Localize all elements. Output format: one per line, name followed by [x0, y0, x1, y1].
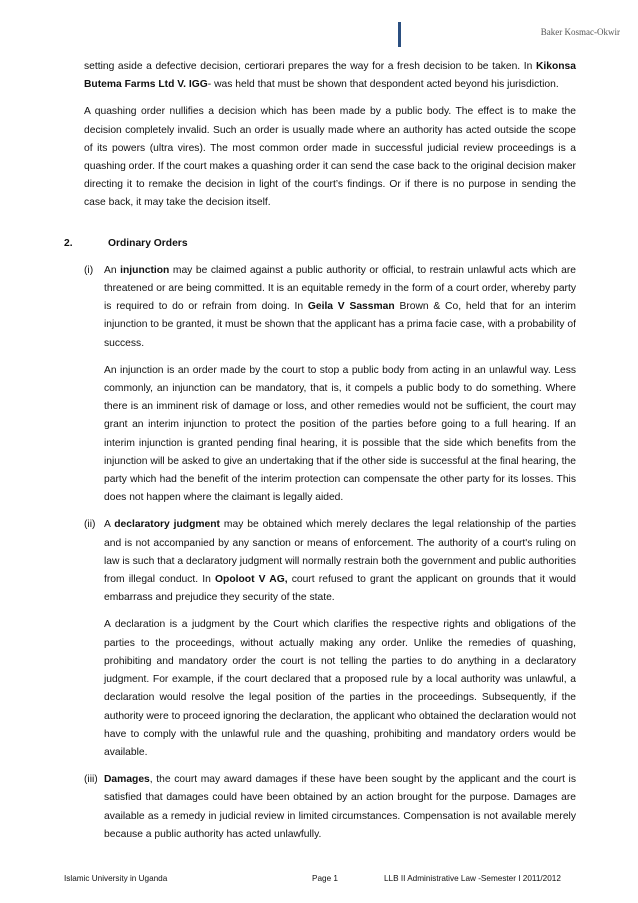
case-name: Opoloot V AG, [215, 574, 288, 586]
item-text [104, 516, 576, 607]
item-label: (ii) [84, 519, 96, 531]
paragraph-certiorari [84, 58, 576, 94]
term: injunction [120, 264, 170, 276]
term: Damages [104, 774, 150, 786]
term: declaratory judgment [114, 519, 220, 531]
text-run: setting aside a defective decision, certiorari prepares the way for a fresh decision to be taken. In [84, 61, 536, 72]
text-run: An [104, 264, 121, 276]
section-heading [64, 235, 576, 253]
list-item-damages [84, 771, 576, 844]
section-title: Ordinary Orders [108, 237, 188, 249]
item-text [104, 262, 576, 353]
text-run: , the court may award damages if these have been sought by the applicant and the court is satisfied that damages could have been obtained by an action brought for the purpose. Damages are available as a remedy in judicial review in limited circumstances. Compensation is not available merely because a public authority has acted unlawfully. [104, 774, 576, 840]
case-name: Geila V Sassman [307, 301, 395, 313]
footer-course: LLB II Administrative Law -Semester I 2011/2012 [384, 874, 561, 883]
document-body [64, 58, 576, 844]
text-run: may be obtained which merely declares the legal relationship of the parties and is not accompanied by any sanction or means of enforcement. The authority of a court's ruling on law is such that a declaratory judgment will normally restrain both the government and public authorities from illegal conduct. In [104, 519, 576, 586]
text-run: - was held that must be shown that despondent acted beyond his jurisdiction. [207, 79, 559, 91]
item-paragraph: A declaration is a judgment by the Court which clarifies the respective rights and obligations of the parties to the proceedings, without actually making any order. Unlike the remedies of quashing, prohibiting and mandatory order the court is not telling the parties to do anything in a declaratory judgment. For example, if the court declared that a proposed rule by a local authority was unlawful, a declaration would resolve the legal position of the parties in the proceedings. Subsequently, if the authority were to proceed ignoring the declaration, the applicant who obtained the declaration would not have to comply with the unlawful rule and the quashing, prohibiting and mandatory orders would be available. [104, 619, 576, 758]
item-label: (i) [84, 264, 94, 276]
list-item-injunction [84, 262, 576, 508]
text-run: court refused to grant the applicant on grounds that it would embarrass and prejudice they security of the state. [104, 574, 576, 604]
footer-page-number: Page 1 [312, 874, 338, 883]
paragraph-quashing-order: A quashing order nullifies a decision which has been made by a public body. The effect is to make the decision completely invalid. Such an order is usually made where an authority has acted outside the scope of its powers (ultra vires). The most common order made in successful judicial review proceedings is a quashing order. If the court makes a quashing order it can send the case back to the original decision maker directing it to remake the decision in light of the court’s findings. Or if there is no purpose in sending the case back, it may take the decision itself. [84, 106, 576, 209]
header-divider [398, 22, 401, 47]
text-run: A [104, 519, 115, 531]
item-paragraph: An injunction is an order made by the court to stop a public body from acting in an unlawful way. Less commonly, an injunction can be mandatory, that is, it compels a public body to do something. Where there is an imminent risk of damage or loss, and other remedies would not be sufficient, the court may grant an interim injunction to protect the position of the parties before going to a full hearing. If an interim injunction is granted pending final hearing, it is possible that the side which benefits from the injunction will be asked to give an undertaking that if the other side is successful at the final hearing, the party which had the benefit of the interim protection can compensate the other party for its losses. This does not happen where the claimant is legally aided. [104, 364, 576, 504]
text-run: Brown & Co, held that for an interim injunction to be granted, it must be shown that the applicant has a prima facie case, with a probability of success. [104, 301, 576, 349]
item-text [104, 771, 576, 844]
item-label: (iii) [84, 774, 98, 786]
list-item-declaratory-judgment [84, 516, 576, 762]
case-name: Kikonsa Butema Farms Ltd V. IGG [84, 61, 576, 91]
section-number: 2. [64, 237, 73, 249]
footer-institution: Islamic University in Uganda [64, 874, 168, 883]
header-author: Baker Kosmac-Okwir [540, 27, 620, 37]
text-run: may be claimed against a public authority or official, to restrain unlawful acts which are threatened or are being committed. It is an equitable remedy in the form of a court order, whereby party is required to do or refrain from doing. In [104, 264, 576, 313]
